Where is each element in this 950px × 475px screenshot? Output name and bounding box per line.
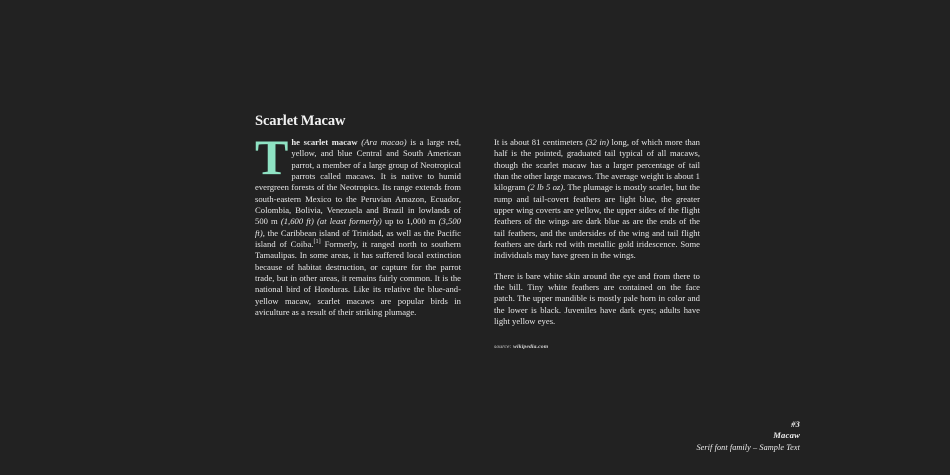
- source-attribution: [494, 344, 700, 350]
- citation-marker[interactable]: [1]: [313, 238, 321, 246]
- footer-sample-number: #3: [791, 420, 800, 429]
- footer-sample-caption: Serif font family – Sample Text: [696, 442, 800, 452]
- drop-cap-letter: T: [255, 128, 289, 185]
- species-common-name: he scarlet macaw: [291, 136, 358, 147]
- right-body-text-3: . The plumage is mostly scarlet, but the rump and tail-covert feathers are light blue, the greater upper wing coverts are yellow, the upper sides of the flight feathers of the wings are dark blue as are the ends of the tail feathers, and the undersides of the wing and tail flight feathers are dark red with metallic gold iridescence. Some individuals may have green in the wings.: [494, 182, 701, 261]
- right-column: [494, 137, 700, 351]
- right-body-text-1: It is about 81 centimeters: [494, 136, 586, 147]
- right-column-paragraph-1: [494, 137, 700, 262]
- source-domain-link[interactable]: wikipedia.com: [513, 344, 549, 351]
- measurement-imperial-2: (3,500 ft): [255, 216, 461, 238]
- species-binomial-name: (Ara macao): [361, 136, 407, 147]
- source-label: source:: [494, 344, 514, 351]
- left-body-text-4: Formerly, it ranged north to southern Tamaulipas. In some areas, it has suffered local extinction because of habitat destruction, or capture for the parrot trade, but in other areas, it remains fairly common. It is the national bird of Honduras. Like its relative the blue-and-yellow macaw, scarlet macaws are popular birds in aviculture as a result of their striking plumage.: [255, 239, 461, 318]
- left-column: [255, 128, 461, 319]
- left-body-text-3: , the Caribbean island of Trinidad, as well as the Pacific island of Coiba.: [255, 227, 461, 250]
- left-body-text-1: is a large red, yellow, and blue Central and South American parrot, a member of a large group of Neotropical parrots called macaws. It is native to humid evergreen forests of the Neotropics. Its range extends from south-eastern Mexico to the Peruvian Amazon, Ecuador, Colombia, Bolivia, Venezuela and Brazil in lowlands of 500 m: [255, 136, 461, 227]
- measurement-imperial-1: (1,600 ft) (at least formerly): [280, 216, 382, 227]
- right-body-text-2: long, of which more than half is the pointed, graduated tail typical of all macaws, though the scarlet macaw has a larger percentage of tail than the other large macaws. The average weight is about 1 kilogram: [494, 136, 700, 193]
- measurement-imperial-4: (2 lb 5 oz): [527, 182, 564, 193]
- two-column-layout: [255, 128, 701, 351]
- footer-block: [696, 419, 800, 453]
- page-title: Scarlet Macaw: [255, 113, 346, 129]
- right-column-paragraph-2: There is bare white skin around the eye and from there to the bill. Tiny white feathers are contained on the face patch. The upper mandible is mostly pale horn in color and the lower is black. Juveniles have dark eyes; adults have light yellow eyes.: [494, 270, 700, 327]
- left-column-paragraph: [255, 128, 461, 319]
- footer-sample-name: Macaw: [773, 430, 800, 440]
- left-body-text-2: up to 1,000 m: [381, 216, 439, 227]
- article-container: [255, 114, 700, 350]
- measurement-imperial-3: (32 in): [585, 136, 609, 147]
